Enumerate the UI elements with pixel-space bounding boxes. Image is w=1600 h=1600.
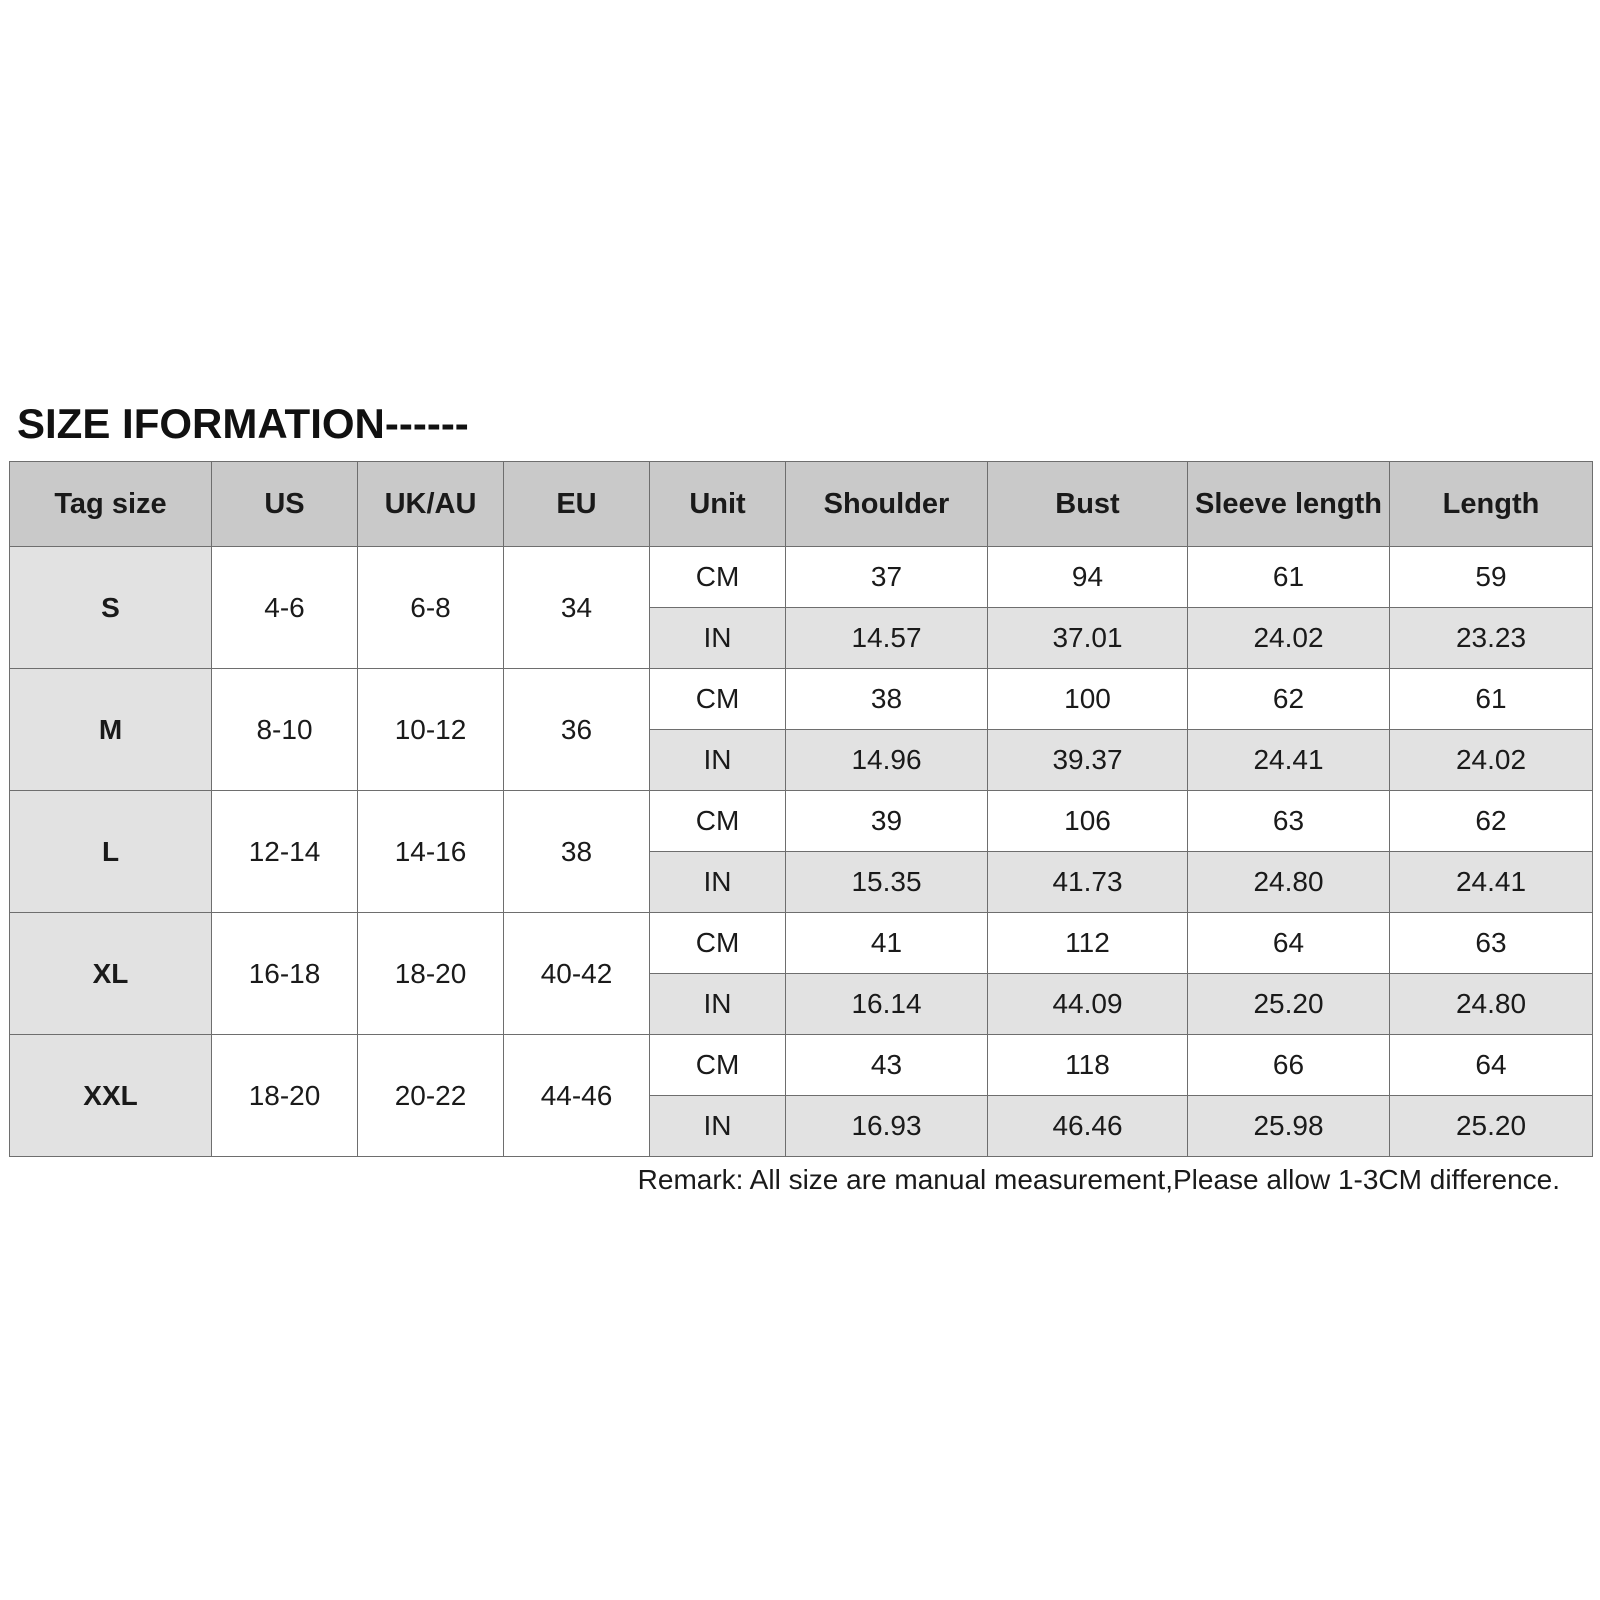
uk-au-size-cell: 14-16 bbox=[358, 791, 504, 913]
header-sleeve-length: Sleeve length bbox=[1188, 462, 1390, 547]
table-header-row bbox=[10, 462, 1593, 547]
uk-au-size-cell: 20-22 bbox=[358, 1035, 504, 1157]
shoulder-cell: 16.14 bbox=[786, 974, 988, 1035]
header-shoulder: Shoulder bbox=[786, 462, 988, 547]
remark-note: Remark: All size are manual measurement,Please allow 1-3CM difference. bbox=[637, 1164, 1560, 1195]
shoulder-cell: 14.57 bbox=[786, 608, 988, 669]
tag-size-cell: M bbox=[10, 669, 212, 791]
eu-size-cell: 36 bbox=[504, 669, 650, 791]
unit-cell: CM bbox=[650, 1035, 786, 1096]
unit-cell: CM bbox=[650, 547, 786, 608]
unit-cell: IN bbox=[650, 974, 786, 1035]
length-cell: 24.80 bbox=[1390, 974, 1593, 1035]
shoulder-cell: 43 bbox=[786, 1035, 988, 1096]
shoulder-cell: 38 bbox=[786, 669, 988, 730]
shoulder-cell: 39 bbox=[786, 791, 988, 852]
unit-cell: CM bbox=[650, 669, 786, 730]
sleeve-length-cell: 62 bbox=[1188, 669, 1390, 730]
sleeve-length-cell: 24.80 bbox=[1188, 852, 1390, 913]
bust-cell: 106 bbox=[988, 791, 1188, 852]
eu-size-cell: 44-46 bbox=[504, 1035, 650, 1157]
sleeve-length-cell: 63 bbox=[1188, 791, 1390, 852]
length-cell: 23.23 bbox=[1390, 608, 1593, 669]
tag-size-cell: S bbox=[10, 547, 212, 669]
unit-cell: IN bbox=[650, 852, 786, 913]
length-cell: 24.41 bbox=[1390, 852, 1593, 913]
bust-cell: 39.37 bbox=[988, 730, 1188, 791]
us-size-cell: 4-6 bbox=[212, 547, 358, 669]
length-cell: 64 bbox=[1390, 1035, 1593, 1096]
unit-cell: IN bbox=[650, 1096, 786, 1157]
shoulder-cell: 16.93 bbox=[786, 1096, 988, 1157]
header-tag-size: Tag size bbox=[10, 462, 212, 547]
unit-cell: CM bbox=[650, 791, 786, 852]
tag-size-cell: XXL bbox=[10, 1035, 212, 1157]
header-bust: Bust bbox=[988, 462, 1188, 547]
eu-size-cell: 38 bbox=[504, 791, 650, 913]
length-cell: 59 bbox=[1390, 547, 1593, 608]
shoulder-cell: 14.96 bbox=[786, 730, 988, 791]
header-uk-au: UK/AU bbox=[358, 462, 504, 547]
sleeve-length-cell: 24.02 bbox=[1188, 608, 1390, 669]
sleeve-length-cell: 61 bbox=[1188, 547, 1390, 608]
bust-cell: 112 bbox=[988, 913, 1188, 974]
us-size-cell: 16-18 bbox=[212, 913, 358, 1035]
sleeve-length-cell: 24.41 bbox=[1188, 730, 1390, 791]
sleeve-length-cell: 25.98 bbox=[1188, 1096, 1390, 1157]
unit-cell: IN bbox=[650, 608, 786, 669]
table-row bbox=[10, 1035, 1593, 1096]
table-row bbox=[10, 547, 1593, 608]
sleeve-length-cell: 64 bbox=[1188, 913, 1390, 974]
page-title: SIZE IFORMATION------ bbox=[17, 400, 469, 447]
bust-cell: 44.09 bbox=[988, 974, 1188, 1035]
size-table bbox=[9, 461, 1593, 1157]
us-size-cell: 12-14 bbox=[212, 791, 358, 913]
shoulder-cell: 41 bbox=[786, 913, 988, 974]
unit-cell: IN bbox=[650, 730, 786, 791]
us-size-cell: 18-20 bbox=[212, 1035, 358, 1157]
length-cell: 62 bbox=[1390, 791, 1593, 852]
length-cell: 24.02 bbox=[1390, 730, 1593, 791]
table-row bbox=[10, 669, 1593, 730]
eu-size-cell: 40-42 bbox=[504, 913, 650, 1035]
length-cell: 25.20 bbox=[1390, 1096, 1593, 1157]
header-us: US bbox=[212, 462, 358, 547]
header-eu: EU bbox=[504, 462, 650, 547]
table-row bbox=[10, 913, 1593, 974]
bust-cell: 37.01 bbox=[988, 608, 1188, 669]
sleeve-length-cell: 25.20 bbox=[1188, 974, 1390, 1035]
table-row bbox=[10, 791, 1593, 852]
sleeve-length-cell: 66 bbox=[1188, 1035, 1390, 1096]
bust-cell: 100 bbox=[988, 669, 1188, 730]
shoulder-cell: 15.35 bbox=[786, 852, 988, 913]
length-cell: 63 bbox=[1390, 913, 1593, 974]
uk-au-size-cell: 18-20 bbox=[358, 913, 504, 1035]
header-length: Length bbox=[1390, 462, 1593, 547]
us-size-cell: 8-10 bbox=[212, 669, 358, 791]
tag-size-cell: L bbox=[10, 791, 212, 913]
tag-size-cell: XL bbox=[10, 913, 212, 1035]
eu-size-cell: 34 bbox=[504, 547, 650, 669]
header-unit: Unit bbox=[650, 462, 786, 547]
uk-au-size-cell: 6-8 bbox=[358, 547, 504, 669]
bust-cell: 46.46 bbox=[988, 1096, 1188, 1157]
unit-cell: CM bbox=[650, 913, 786, 974]
bust-cell: 41.73 bbox=[988, 852, 1188, 913]
uk-au-size-cell: 10-12 bbox=[358, 669, 504, 791]
bust-cell: 94 bbox=[988, 547, 1188, 608]
length-cell: 61 bbox=[1390, 669, 1593, 730]
shoulder-cell: 37 bbox=[786, 547, 988, 608]
bust-cell: 118 bbox=[988, 1035, 1188, 1096]
